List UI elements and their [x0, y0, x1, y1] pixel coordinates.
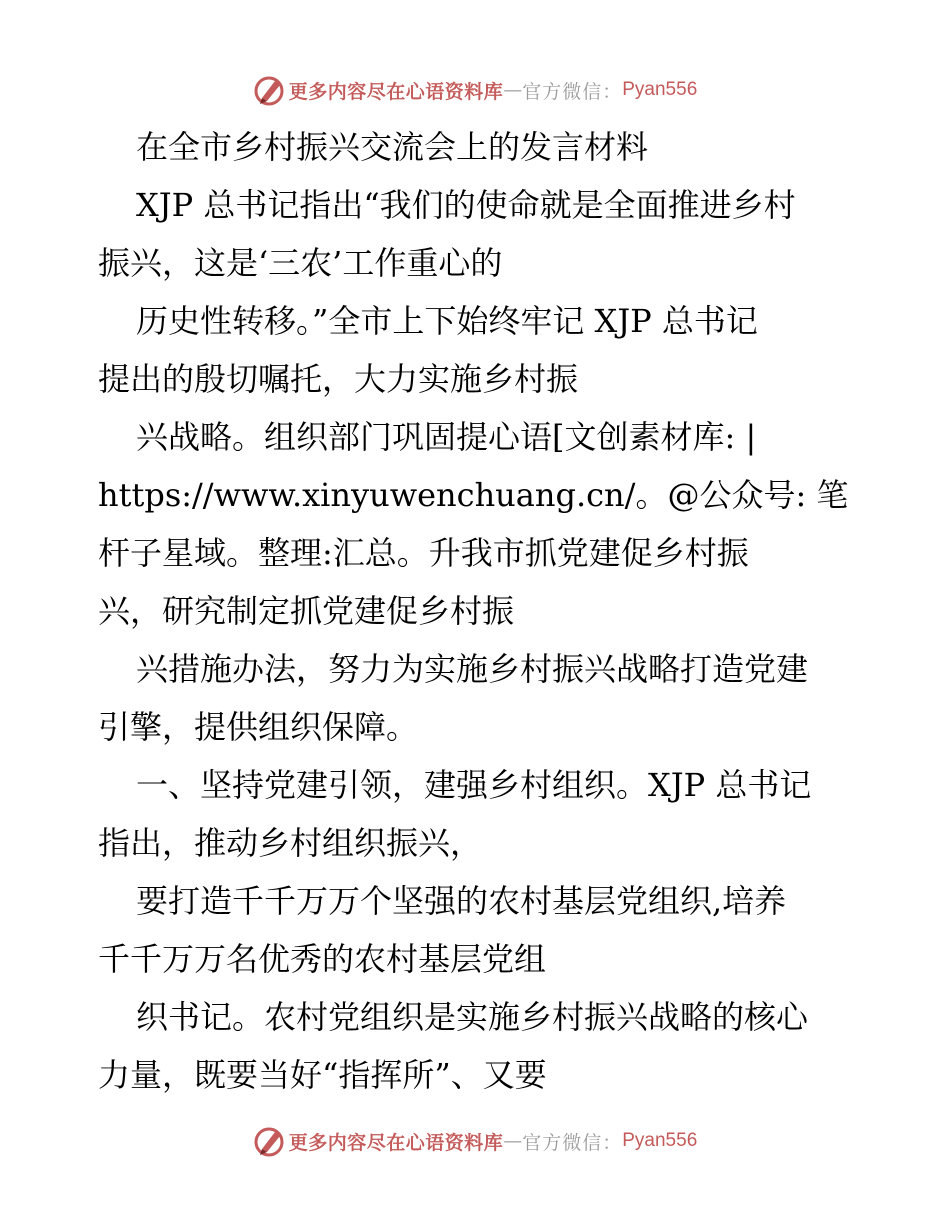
- header-watermark: [0, 70, 950, 110]
- watermark-separator: —: [503, 1130, 523, 1152]
- text-line: 振兴，这是‘三农’工作重心的: [98, 244, 503, 282]
- text-line: 一、坚持党建引领，建强乡村组织。XJP 总书记: [136, 766, 812, 804]
- text-line: 兴措施办法，努力为实施乡村振兴战略打造党建: [136, 650, 809, 688]
- watermark-label: 官方微信：: [522, 80, 623, 103]
- text-line: 织书记。农村党组织是实施乡村振兴战略的核心: [136, 998, 809, 1036]
- watermark-text: 更多内容尽在心语资料库: [288, 80, 504, 103]
- text-line: 力量，既要当好“指挥所”、又要: [98, 1056, 547, 1094]
- text-line: 千千万万名优秀的农村基层党组: [98, 940, 547, 978]
- text-line: 在全市乡村振兴交流会上的发言材料: [136, 128, 649, 166]
- pen-logo-icon: [253, 73, 287, 107]
- watermark-label: 官方微信：: [522, 1131, 623, 1154]
- watermark-text: 更多内容尽在心语资料库: [288, 1131, 504, 1154]
- footer-watermark: [0, 1121, 950, 1161]
- text-line: 兴战略。组织部门巩固提心语[文创素材库: |: [136, 418, 757, 456]
- pen-logo-icon: [253, 1124, 287, 1158]
- text-line: 提出的殷切嘱托，大力实施乡村振: [98, 360, 579, 398]
- text-line: https://www.xinyuwenchuang.cn/。@公众号: 笔: [98, 476, 849, 514]
- text-line: 历史性转移。”全市上下始终牢记 XJP 总书记: [136, 302, 758, 340]
- text-line: 要打造千千万万个坚强的农村基层党组织,培养: [136, 882, 787, 920]
- text-line: 指出，推动乡村组织振兴，: [98, 824, 483, 862]
- text-line: XJP 总书记指出“我们的使命就是全面推进乡村: [136, 186, 796, 224]
- text-line: 兴，研究制定抓党建促乡村振: [98, 592, 515, 630]
- watermark-separator: —: [503, 79, 523, 101]
- document-body: [98, 118, 863, 1104]
- watermark-id: Pyan556: [622, 1130, 698, 1151]
- text-line: 杆子星域。整理:汇总。升我市抓党建促乡村振: [98, 534, 749, 572]
- text-line: 引擎，提供组织保障。: [98, 708, 419, 746]
- watermark-id: Pyan556: [622, 79, 698, 100]
